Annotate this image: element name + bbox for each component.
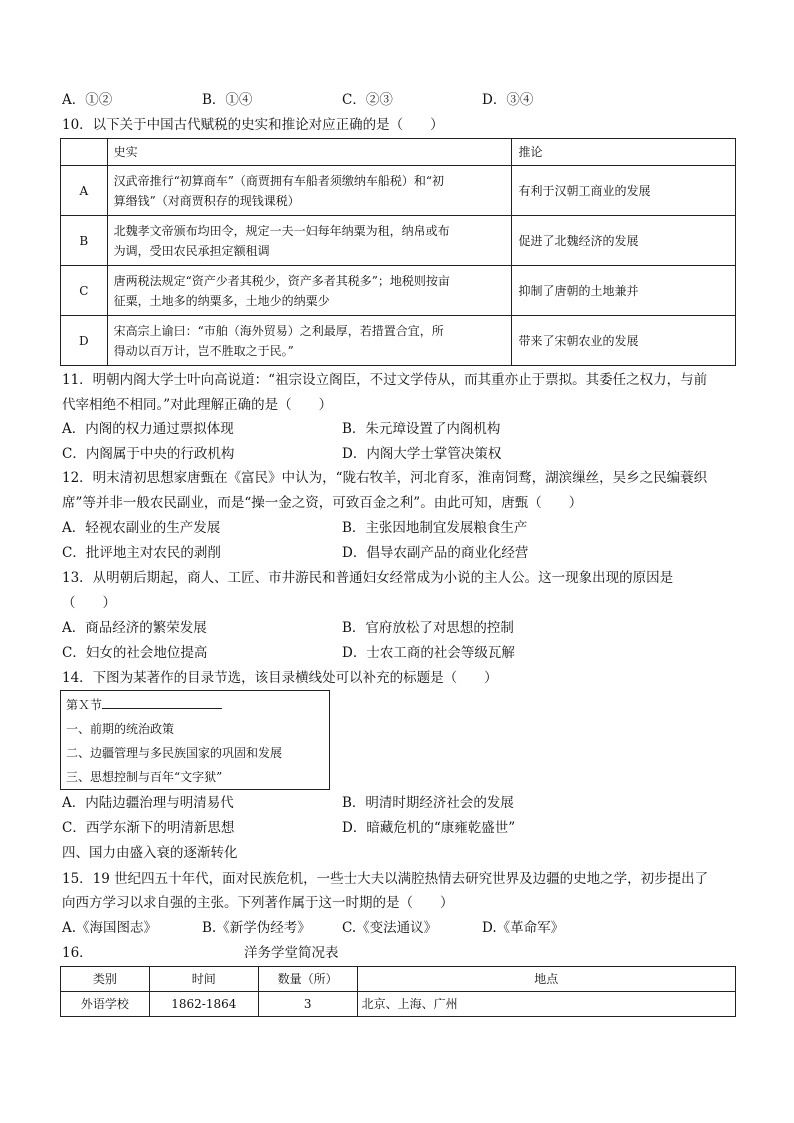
q10-header-row xyxy=(61,139,736,166)
q12-option-b: B．主张因地制宜发展粮食生产 xyxy=(342,520,528,536)
q16-table xyxy=(60,966,736,1017)
q13-stem-line1: 13．从明朝后期起，商人、工匠、市井游民和普通妇女经常成为小说的主人公。这一现象出现的原因是 xyxy=(62,570,674,586)
q14-options-row1 xyxy=(62,794,622,812)
q13-option-b: B．官府放松了对思想的控制 xyxy=(342,620,514,636)
q9-option-a: A．①② xyxy=(62,92,113,108)
toc-item: 三、思想控制与百年“文字狱” xyxy=(66,770,223,784)
q11-options-row1 xyxy=(62,420,622,438)
table-row xyxy=(61,316,736,366)
q15-options xyxy=(62,919,622,937)
row-fact-line: 宋高宗上谕曰：“市舶（海外贸易）之利最厚，若措置合宜，所 xyxy=(113,323,444,338)
row-conclusion: 有利于汉朝工商业的发展 xyxy=(512,166,736,216)
table-row xyxy=(61,266,736,316)
q15-stem-line2: 向西方学习以求自强的主张。下列著作属于这一时期的是（ ） xyxy=(62,895,454,911)
q14-extra-line: 四、国力由盛入衰的逐渐转化 xyxy=(62,845,238,861)
q16-cell-category: 外语学校 xyxy=(61,992,150,1017)
q14-option-a: A．内陆边疆治理与明清易代 xyxy=(62,795,234,811)
row-fact-line: 汉武帝推行“初算商车”（商贾拥有车船者须缴纳车船税）和“初 xyxy=(113,173,444,188)
row-fact-line: 算缗钱”（对商贾积存的现钱课税） xyxy=(113,193,300,208)
q16-header-time: 时间 xyxy=(149,967,258,992)
q10-header-label xyxy=(61,139,108,166)
toc-item: 一、前期的统治政策 xyxy=(66,722,175,736)
row-fact xyxy=(107,216,512,266)
q12-stem-line1: 12．明末清初思想家唐甄在《富民》中认为，“陇右牧羊，河北育豕，淮南饲鹜，湖滨缫丝，吴乡之民编蓑织 xyxy=(62,470,708,486)
q13-option-d: D．士农工商的社会等级瓦解 xyxy=(342,645,515,661)
q14-toc-box xyxy=(60,690,330,790)
row-label: B xyxy=(61,216,108,266)
q11-option-c: C．内阁属于中央的行政机构 xyxy=(62,446,235,462)
toc-section-line xyxy=(66,696,222,713)
row-label: C xyxy=(61,266,108,316)
row-fact-line: 北魏孝文帝颁布均田令，规定一夫一妇每年纳粟为租，纳帛或布 xyxy=(113,223,450,238)
q14-option-d: D．暗藏危机的“康雍乾盛世” xyxy=(342,820,516,836)
row-fact-line: 唐两税法规定“资产少者其税少，资产多者其税多”；地税则按亩 xyxy=(113,273,450,288)
q16-number: 16． xyxy=(62,945,93,961)
q9-option-d: D．③④ xyxy=(482,92,534,108)
q12-option-a: A．轻视农副业的生产发展 xyxy=(62,520,221,536)
q15-option-a: A.《海国图志》 xyxy=(62,920,158,936)
q10-stem: 10．以下关于中国古代赋税的史实和推论对应正确的是（ ） xyxy=(62,117,444,133)
q11-stem-line1: 11．明朝内阁大学士叶向高说道：“祖宗设立阁臣，不过文学侍从，而其重亦止于票拟。其委任之权力，与前 xyxy=(62,372,708,388)
toc-blank-line xyxy=(102,696,222,709)
q14-options-row2 xyxy=(62,819,622,837)
row-fact-line: 为调，受田农民承担定额租调 xyxy=(113,243,270,258)
q14-stem: 14．下图为某著作的目录节选，该目录横线处可以补充的标题是（ ） xyxy=(62,670,498,686)
q13-stem-line2: （ ） xyxy=(62,595,116,611)
q16-cell-location: 北京、上海、广州 xyxy=(357,992,735,1017)
row-conclusion: 促进了北魏经济的发展 xyxy=(512,216,736,266)
row-fact xyxy=(107,316,512,366)
row-fact-line: 得动以百万计，岂不胜取之于民。” xyxy=(113,343,294,358)
q11-options-row2 xyxy=(62,445,622,463)
table-row xyxy=(61,992,736,1017)
q16-cell-count: 3 xyxy=(258,992,357,1017)
q9-option-c: C．②③ xyxy=(342,92,393,108)
q13-option-a: A．商品经济的繁荣发展 xyxy=(62,620,207,636)
q9-option-b: B．①④ xyxy=(202,92,253,108)
toc-item: 二、边疆管理与多民族国家的巩固和发展 xyxy=(66,746,283,760)
row-fact xyxy=(107,266,512,316)
q16-table-title: 洋务学堂简况表 xyxy=(244,945,339,961)
q11-option-a: A．内阁的权力通过票拟体现 xyxy=(62,421,234,437)
row-label: D xyxy=(61,316,108,366)
q9-options xyxy=(62,91,622,109)
q16-header-count: 数量（所） xyxy=(258,967,357,992)
q16-header-row xyxy=(61,967,736,992)
row-conclusion: 抑制了唐朝的土地兼并 xyxy=(512,266,736,316)
q10-table xyxy=(60,138,736,366)
q15-stem-line1: 15．19 世纪四五十年代，面对民族危机，一些士大夫以满腔热情去研究世界及边疆的史地之学，初步提出了 xyxy=(62,871,709,887)
q10-header-conclusion: 推论 xyxy=(512,139,736,166)
q14-option-b: B．明清时期经济社会的发展 xyxy=(342,795,514,811)
q16-header-category: 类别 xyxy=(61,967,150,992)
q12-stem-line2: 席”等并非一般农民副业，而是“操一金之资，可致百金之利”。由此可知，唐甄（ ） xyxy=(62,495,583,511)
q16-cell-time: 1862-1864 xyxy=(149,992,258,1017)
q11-stem-line2: 代宰相绝不相同。”对此理解正确的是（ ） xyxy=(62,397,333,413)
q12-options-row2 xyxy=(62,544,622,562)
row-conclusion: 带来了宋朝农业的发展 xyxy=(512,316,736,366)
q12-option-c: C．批评地主对农民的剥削 xyxy=(62,545,221,561)
q10-header-fact: 史实 xyxy=(107,139,512,166)
q13-option-c: C．妇女的社会地位提高 xyxy=(62,645,208,661)
table-row xyxy=(61,216,736,266)
toc-section-title: 第Ｘ节 xyxy=(66,698,103,712)
q11-option-d: D．内阁大学士掌管决策权 xyxy=(342,446,502,462)
q12-option-d: D．倡导农副产品的商业化经营 xyxy=(342,545,529,561)
row-fact xyxy=(107,166,512,216)
q15-option-d: D.《革命军》 xyxy=(482,920,565,936)
q15-option-b: B.《新学伪经考》 xyxy=(202,920,311,936)
q11-option-b: B．朱元璋设置了内阁机构 xyxy=(342,421,501,437)
q15-option-c: C.《变法通议》 xyxy=(342,920,438,936)
table-row xyxy=(61,166,736,216)
q13-options-row1 xyxy=(62,619,622,637)
q13-options-row2 xyxy=(62,644,622,662)
row-fact-line: 征粟，土地多的纳粟多，土地少的纳粟少 xyxy=(113,293,330,308)
q14-option-c: C．西学东渐下的明清新思想 xyxy=(62,820,235,836)
q16-header-location: 地点 xyxy=(357,967,735,992)
q12-options-row1 xyxy=(62,519,622,537)
row-label: A xyxy=(61,166,108,216)
